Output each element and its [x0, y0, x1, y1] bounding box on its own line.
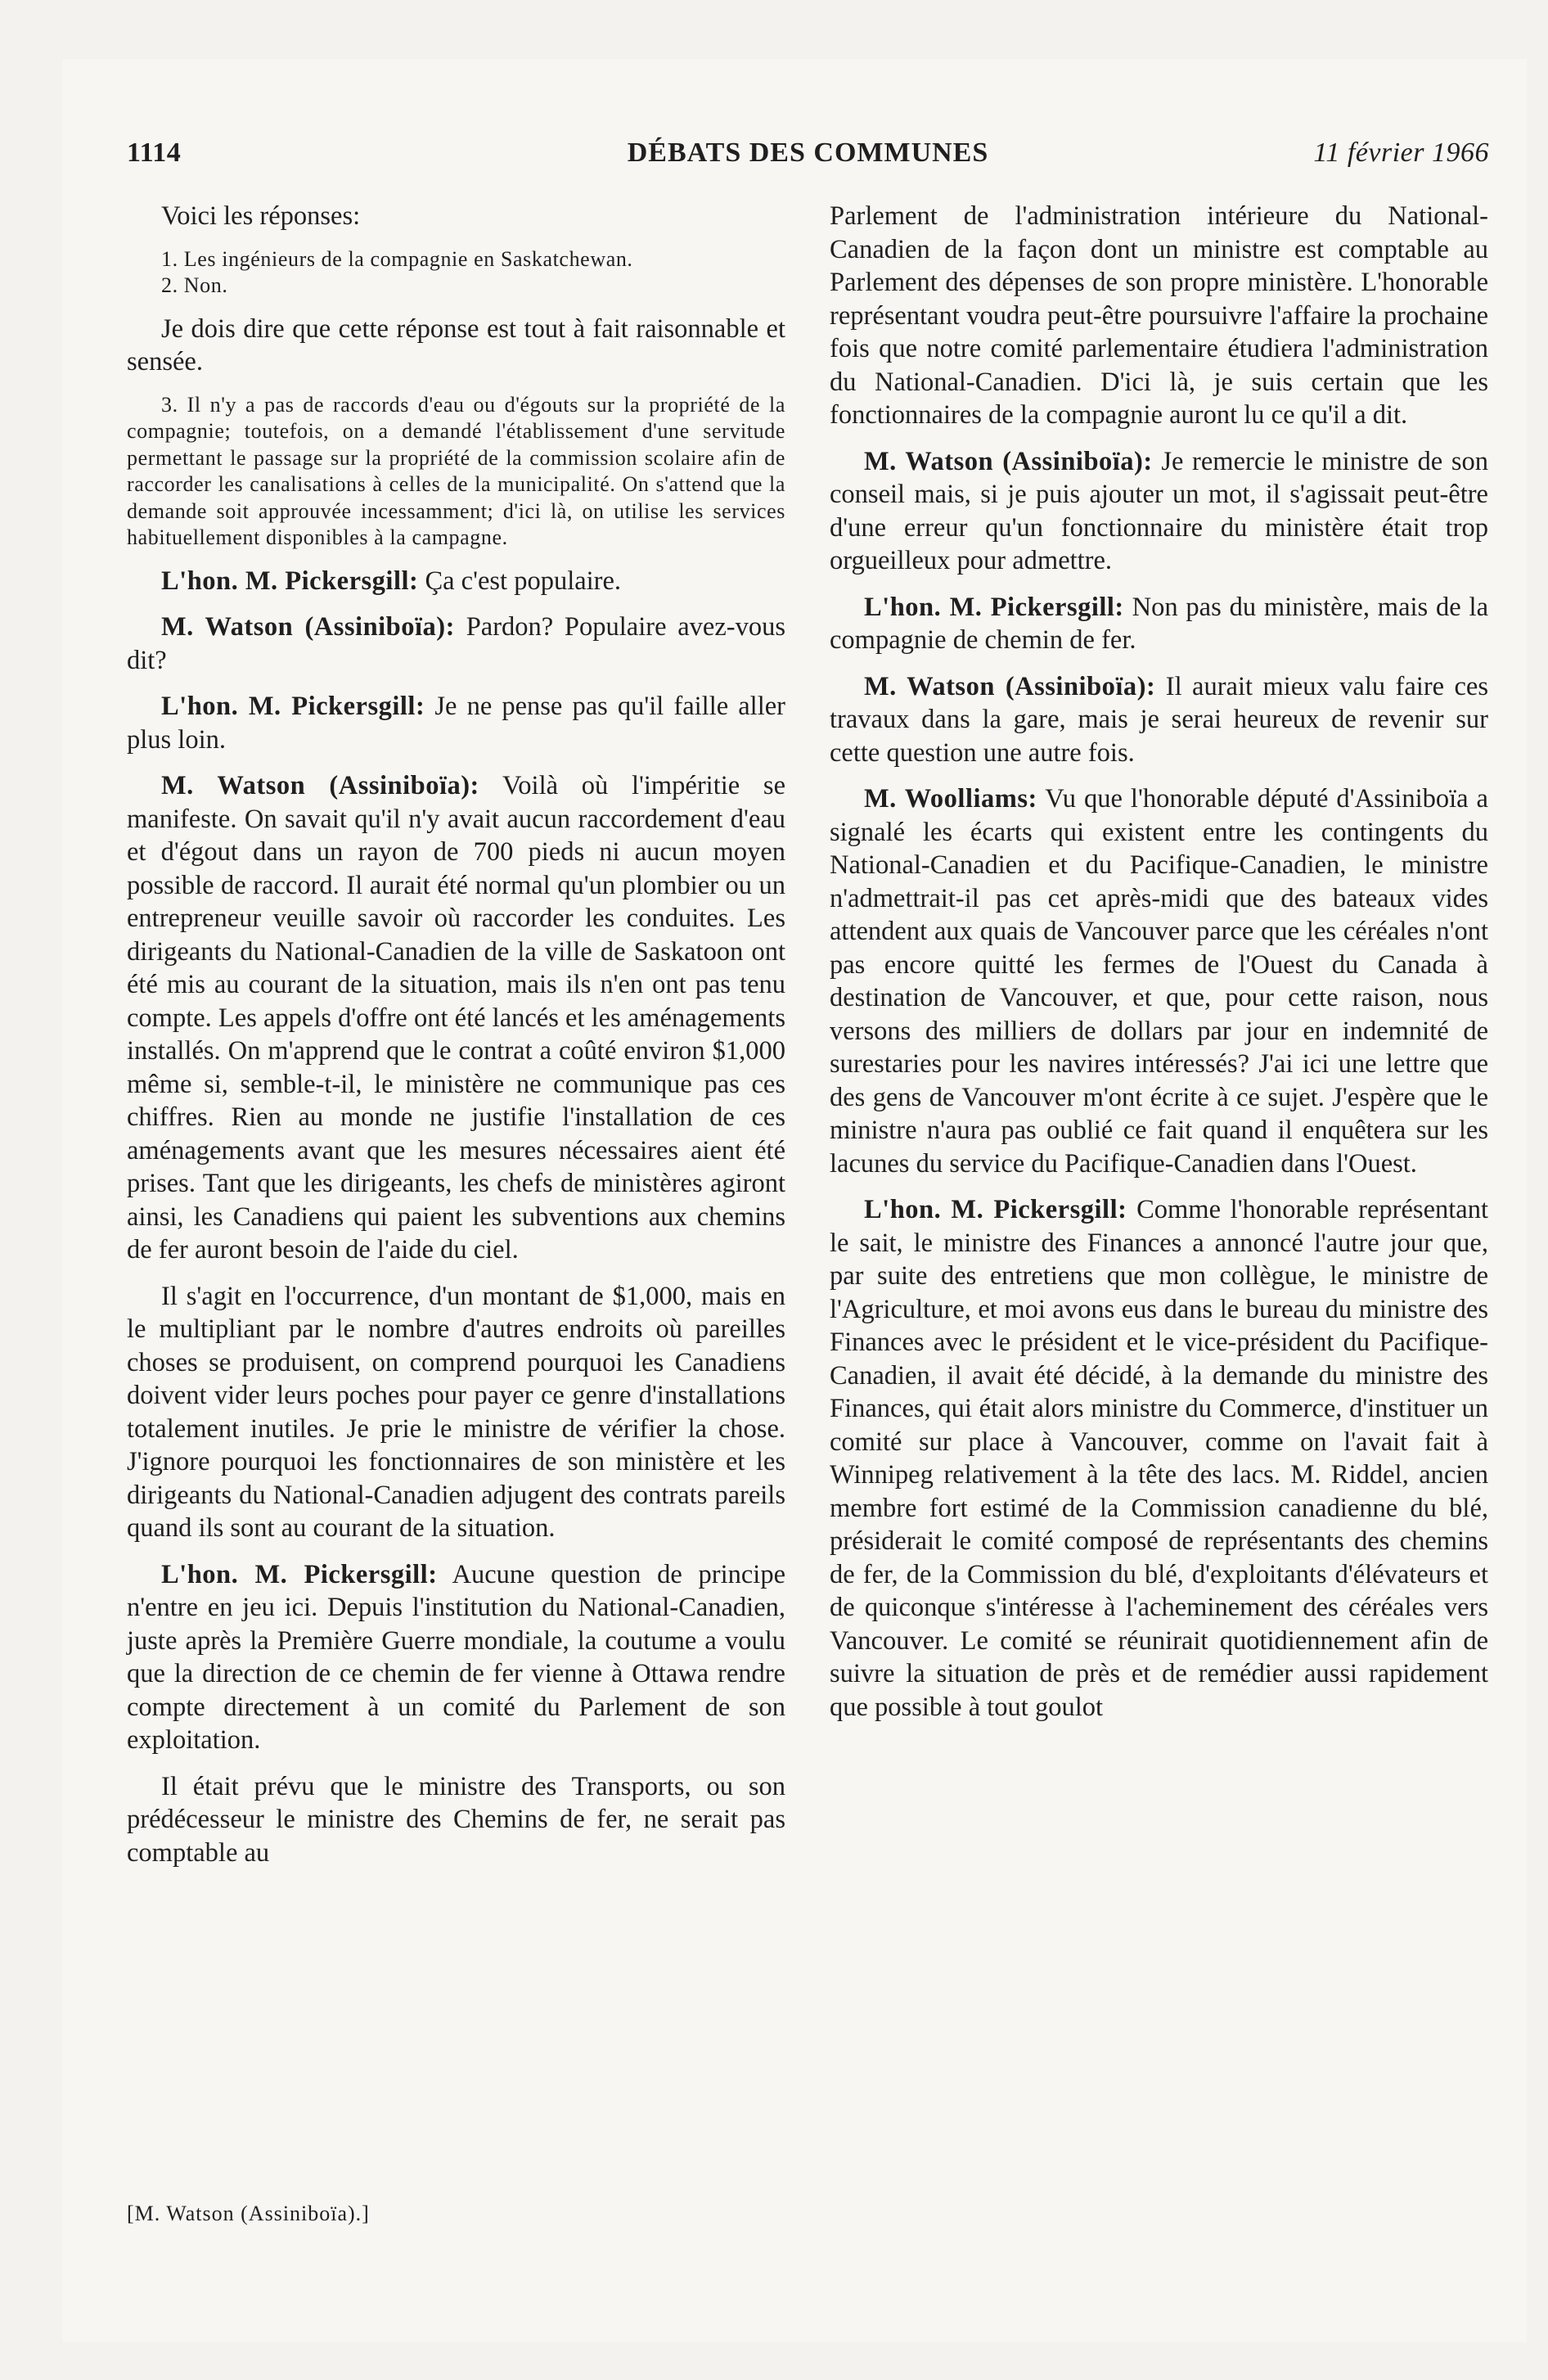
speaker-name: L'hon. M. Pickersgill:: [864, 1195, 1127, 1224]
answer-item: 1. Les ingénieurs de la compagnie en Saskatchewan.: [161, 246, 633, 271]
paragraph: Il était prévu que le ministre des Transports, ou son prédécesseur le ministre des Chemins de fer, ne serait pas comptable au: [127, 1771, 785, 1868]
page-title: DÉBATS DES COMMUNES: [627, 137, 989, 168]
speaker-footer: [M. Watson (Assiniboïa).]: [127, 2202, 370, 2225]
speaker-name: M. Watson (Assiniboïa):: [864, 671, 1156, 701]
speaker-name: L'hon. M. Pickersgill:: [161, 1559, 438, 1589]
running-header: [127, 137, 1489, 178]
left-column: [127, 200, 785, 1882]
speech: L'hon. M. Pickersgill: Ça c'est populaire.: [161, 566, 622, 596]
page-date: 11 février 1966: [1313, 137, 1489, 168]
speech: M. Watson (Assiniboïa): Il aurait mieux valu faire ces travaux dans la gare, mais je serai heureux de revenir sur cette question une autre fois.: [830, 671, 1488, 768]
speaker-name: L'hon. M. Pickersgill:: [864, 592, 1124, 622]
speech: L'hon. M. Pickersgill: Non pas du ministère, mais de la compagnie de chemin de fer.: [830, 592, 1488, 655]
speech: L'hon. M. Pickersgill: Comme l'honorable représentant le sait, le ministre des Finances a annoncé l'autre jour que, par suite des entretiens que mon collègue, le ministre de l'Agriculture, et moi avons eus dans le bureau du ministre des Finances avec le président et le vice-président du Pacifique-Canadien, il avait été décidé, à la demande du ministre des Finances, qui était alors ministre du Commerce, d'instituer un comité sur place à Vancouver, comme on l'avait fait à Winnipeg relativement à la tête des lacs. M. Riddel, ancien membre fort estimé de la Commission canadienne du blé, présiderait le comité composé de représentants des chemins de fer, de la Commission du blé, d'exploitants d'élévateurs et de quiconque s'intéresse à l'acheminement des céréales vers Vancouver. Le comité se réunirait quotidiennement afin de suivre la situation de près et de remédier aussi rapidement que possible à tout goulot: [830, 1195, 1488, 1722]
speech: M. Watson (Assiniboïa): Pardon? Populaire avez-vous dit?: [127, 612, 785, 675]
paragraph: Parlement de l'administration intérieure du National-Canadien de la façon dont un ministre est comptable au Parlement des dépenses de son propre ministère. L'honorable représentant voudra peut-être poursuivre l'affaire la prochaine fois que notre comité parlementaire étudiera l'administration du National-Canadien. D'ici là, je suis certain que les fonctionnaires de la compagnie auront lu ce qu'il a dit.: [830, 201, 1488, 430]
paragraph: Voici les réponses:: [161, 201, 361, 231]
speaker-name: M. Watson (Assiniboïa):: [161, 771, 479, 800]
speech: M. Woolliams: Vu que l'honorable député d'Assiniboïa a signalé les écarts qui existent entre les contingents du National-Canadien et du Pacifique-Canadien, le ministre n'admettrait-il pas cet après-midi que des bateaux vides attendent aux quais de Vancouver parce que les céréales n'ont pas encore quitté les fermes de l'Ouest du Canada à destination de Vancouver, et que, pour cette raison, nous versons des milliers de dollars par jour en indemnité de surestaries pour les navires intéressés? J'ai ici une lettre que des gens de Vancouver m'ont écrite à ce sujet. J'espère que le ministre n'aura pas oublié ce fait quand il enquêtera sur les lacunes du service du Pacifique-Canadien dans l'Ouest.: [830, 784, 1488, 1179]
speech: L'hon. M. Pickersgill: Je ne pense pas qu'il faille aller plus loin.: [127, 692, 785, 755]
answer-item: 3. Il n'y a pas de raccords d'eau ou d'égouts sur la propriété de la compagnie; toutefois, on a demandé l'établissement d'une servitude permettant le passage sur la propriété de la commission scolaire afin de raccorder les canalisations à celles de la municipalité. On s'attend que la demande soit approuvée incessamment; d'ici là, on utilise les services habituellement disponibles à la campagne.: [127, 392, 785, 549]
answer-item: 2. Non.: [161, 273, 228, 297]
speech: M. Watson (Assiniboïa): Voilà où l'impéritie se manifeste. On savait qu'il n'y avait aucun raccordement d'eau et d'égout dans un rayon de 700 pieds ni aucun moyen possible de raccord. Il aurait été normal qu'un plombier ou un entrepreneur veuille savoir où raccorder les conduites. Les dirigeants du National-Canadien de la ville de Saskatoon ont été mis au courant de la situation, mais ils n'en ont pas tenu compte. Les appels d'offre ont été lancés et les aménagements installés. On m'apprend que le contrat a coûté environ $1,000 même si, semble-t-il, le ministère ne communique pas ces chiffres. Rien au monde ne justifie l'installation de ces aménagements avant que les mesures nécessaires aient été prises. Tant que les dirigeants, les chefs de ministères agiront ainsi, les Canadiens qui paient les subventions aux chemins de fer auront besoin de l'aide du ciel.: [127, 771, 785, 1264]
speaker-name: M. Watson (Assiniboïa):: [161, 612, 455, 642]
paragraph: Je dois dire que cette réponse est tout à fait raisonnable et sensée.: [127, 313, 785, 376]
speech: L'hon. M. Pickersgill: Aucune question de principe n'entre en jeu ici. Depuis l'institution du National-Canadien, juste après la Première Guerre mondiale, la coutume a voulu que la direction de ce chemin de fer vienne à Ottawa rendre compte directement à un comité du Parlement de son exploitation.: [127, 1559, 785, 1755]
right-column: [830, 200, 1488, 1737]
page-number: 1114: [127, 137, 182, 168]
paragraph: Il s'agit en l'occurrence, d'un montant de $1,000, mais en le multipliant par le nombre d'autres endroits où pareilles choses se produisent, on comprend pourquoi les Canadiens doivent vider leurs poches pour payer ce genre d'installations totalement inutiles. Je prie le ministre de vérifier la chose. J'ignore pourquoi les fonctionnaires de son ministère et les dirigeants du National-Canadien adjugent des contrats pareils quand ils sont au courant de la situation.: [127, 1281, 785, 1543]
speaker-name: M. Watson (Assiniboïa):: [864, 446, 1153, 476]
speaker-name: M. Woolliams:: [864, 784, 1037, 814]
speech: M. Watson (Assiniboïa): Je remercie le ministre de son conseil mais, si je puis ajouter un mot, il s'agissait peut-être d'une erreur qu'un fonctionnaire du ministère était trop orgueilleux pour admettre.: [830, 446, 1488, 575]
speaker-name: L'hon. M. Pickersgill:: [161, 692, 425, 721]
document-page: [127, 115, 1489, 2225]
speaker-name: L'hon. M. Pickersgill:: [161, 566, 419, 596]
